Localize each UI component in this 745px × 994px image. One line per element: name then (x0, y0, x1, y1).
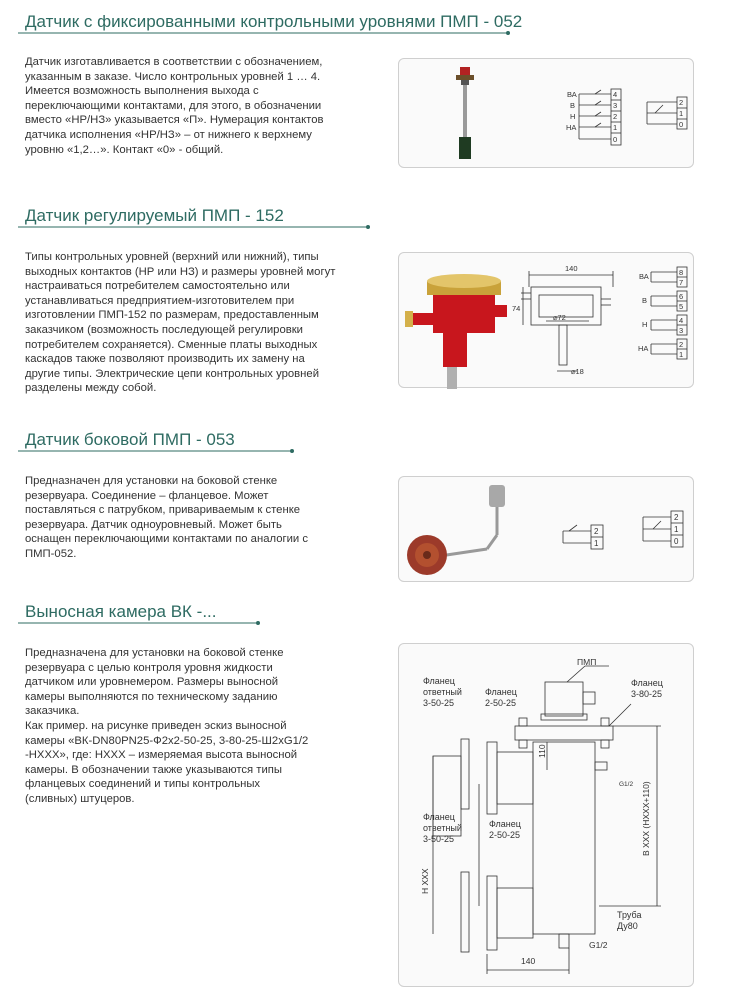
label-dim-bxxx: В ХХХ (НХХХ+110) (641, 781, 651, 856)
contact-label: 1 (594, 539, 599, 548)
contact-label: 1 (679, 350, 684, 359)
title-underline (18, 620, 278, 628)
figure-pmp-053 (398, 476, 694, 582)
label-dim-110: 110 (537, 744, 547, 758)
title-underline (18, 30, 518, 38)
level-label-na: НА (566, 123, 577, 132)
contact-label: 2 (594, 527, 599, 536)
contact-label: 1 (613, 123, 618, 132)
level-label-na: НА (638, 344, 649, 353)
label-flange-counter-bottom: Фланец ответный 3-50-25 (423, 812, 462, 844)
section-title-vk: Выносная камера ВК -... (25, 602, 217, 621)
dim-diameter: ⌀72 (553, 313, 566, 322)
contact-label: 7 (679, 278, 684, 287)
contact-label: 0 (674, 537, 679, 546)
label-dim-hxxx: Н ХХХ (420, 868, 430, 894)
contact-label: 0 (613, 135, 618, 144)
contact-label: 2 (674, 513, 679, 522)
pmp-052-illustration (399, 59, 695, 169)
label-pmp: ПМП (577, 657, 597, 667)
label-flange-bottom: Фланец 2-50-25 (489, 819, 521, 840)
label-flange-top: Фланец 2-50-25 (485, 687, 517, 708)
figure-vk (398, 643, 694, 987)
contact-label: 5 (679, 302, 684, 311)
dim-height: 74 (512, 304, 521, 313)
section-title-pmp-052: Датчик с фиксированными контрольными уровнями ПМП - 052 (25, 12, 523, 31)
dim-width: 140 (565, 264, 578, 273)
level-label-n: Н (570, 112, 576, 121)
contact-label: 4 (613, 90, 618, 99)
dim-stem: ⌀18 (571, 367, 584, 376)
level-label-va: ВА (567, 90, 577, 99)
level-label-n: Н (642, 320, 648, 329)
section-text-vk: Предназначена для установки на боковой стенке резервуара с целью контроля уровня жидкости датчиком или уровнемером. Размеры выносной камеры выполняются по техническому заданию заказчика. Как пример. на рисунке приведен эскиз выносной камеры «ВК-DN80PN25-Ф2х2-50-25, 3-80-25-Ш2хG1/2 -НХХХ», где: НХХХ – измеряемая высота выносной камеры. В обозначении также указываются типы фланцевых соединений и типы контрольных (сливных) штуцеров. (25, 647, 309, 805)
level-label-va: ВА (639, 272, 649, 281)
switch-contact-label: 0 (679, 120, 684, 129)
section-text-pmp-053: Предназначен для установки на боковой стенке резервуара. Соединение – фланцевое. Может поставляться с патрубком, привариваемым к стенке резервуара. Датчик одноуровневый. Может быть оснащен переключающими контактами по аналогии с ПМП-052. (25, 475, 309, 560)
label-dim-g12-side: G1/2 (619, 781, 634, 788)
figure-pmp-152 (398, 252, 694, 388)
section-text-pmp-152: Типы контрольных уровней (верхний или нижний), типы выходных контактов (НР или НЗ) и размеры уровней могут настраиваться потребителем самостоятельно или устанавливаться предприятием-изготовителем при изготовлении ПМП-152 по размерам, предоставленным заказчиком (возможность последующей регулировки потребителем сохраняется). Сменные платы выходных каскадов также позволяют производить их замену на другие типы. Электрические цепи контрольных уровней разделены между собой. (25, 251, 336, 395)
contact-label: 4 (679, 316, 684, 325)
label-pipe: Труба Ду80 (617, 910, 642, 931)
section-text-pmp-052: Датчик изготавливается в соответствии с обозначением, указанным в заказе. Число контрольных уровней 1 … 4. Имеется возможность выполнения выхода с переключающими контактами, для этого, в обозначении вместо «НР/НЗ» указывается «П». Нумерация контактов датчика исполнения «НР/НЗ» – от нижнего к верхнему уровню «1,2…». Контакт «0» - общий. (25, 56, 324, 156)
level-label-v: В (570, 101, 576, 110)
title-underline (18, 448, 318, 456)
label-dim-g12-bottom: G1/2 (589, 940, 608, 950)
label-dim-140: 140 (521, 956, 536, 966)
level-label-v: В (642, 296, 648, 305)
pmp-053-illustration (399, 477, 695, 583)
contact-label: 1 (674, 525, 679, 534)
switch-contact-label: 2 (679, 98, 684, 107)
section-title-pmp-152: Датчик регулируемый ПМП - 152 (25, 206, 284, 225)
label-flange-top-right: Фланец 3-80-25 (631, 678, 663, 699)
section-title-pmp-053: Датчик боковой ПМП - 053 (25, 430, 235, 449)
contact-label: 2 (679, 340, 684, 349)
figure-pmp-052 (398, 58, 694, 168)
switch-contact-label: 1 (679, 109, 684, 118)
contact-label: 2 (613, 112, 618, 121)
label-flange-counter-top: Фланец ответный 3-50-25 (423, 676, 462, 708)
contact-label: 8 (679, 268, 684, 277)
contact-label: 6 (679, 292, 684, 301)
contact-label: 3 (679, 326, 684, 335)
pmp-152-illustration (399, 253, 695, 389)
title-underline (18, 224, 378, 232)
contact-label: 3 (613, 101, 618, 110)
